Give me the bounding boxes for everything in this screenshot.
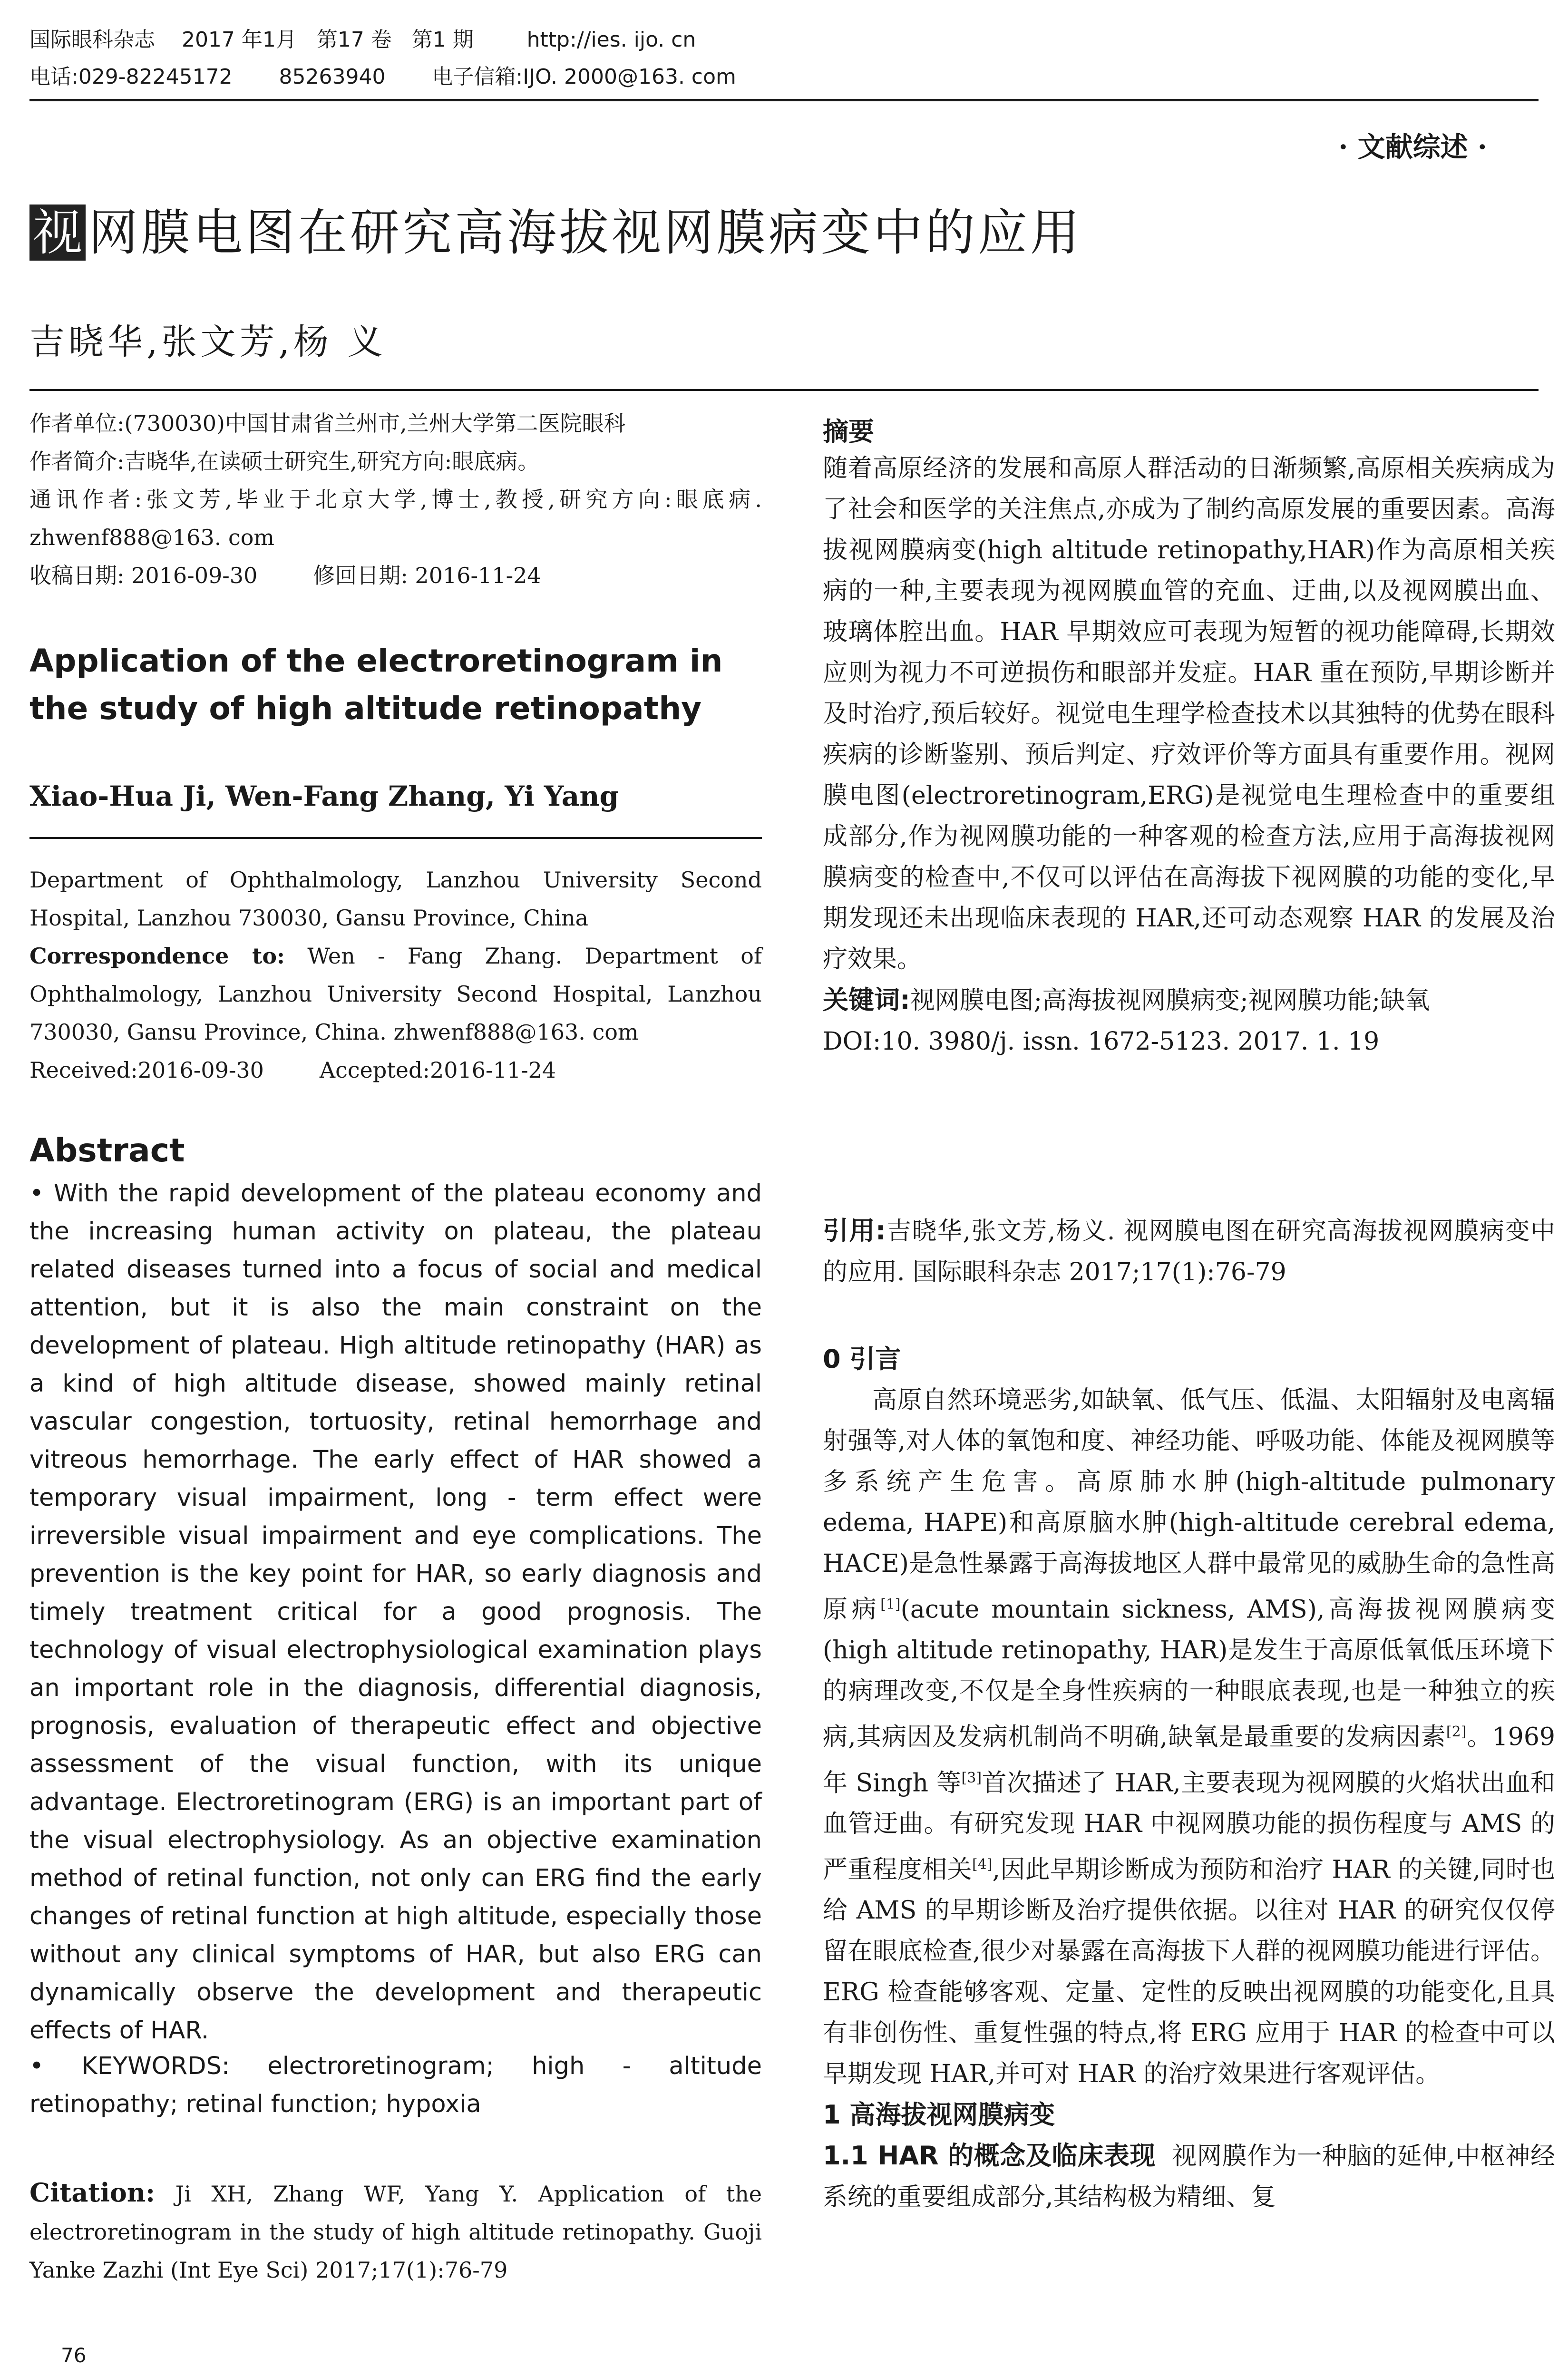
ref-4: [4] xyxy=(972,1856,993,1873)
citation-text-en: Ji XH, Zhang WF, Yang Y. Application of the electroretinogram in the study of high altitude retinopathy. Guoji Yanke Zazhi (Int Eye Sci) 2017;17(1):76-79 xyxy=(29,2181,762,2283)
sec0-paragraph xyxy=(823,1380,1555,2094)
sec0-text-b: (acute mountain sickness, AMS),高海拔视网膜病变(high altitude retinopathy, HAR)是发生于高原低氧低压环境下的病理改变,不仅是全身性疾病的一种眼底表现,也是一种独立的疾病,其病因及发病机制尚不明确,缺氧是最重要的发病因素 xyxy=(823,1595,1555,1752)
sec0-text-c: 。1969 年 Singh 等 xyxy=(823,1723,1556,1797)
sec0-heading: 0 引言 xyxy=(823,1344,901,1374)
english-affiliation-block xyxy=(29,861,762,1089)
ref-2: [2] xyxy=(1446,1724,1467,1741)
ref-1: [1] xyxy=(880,1596,901,1613)
abstract-heading-en: Abstract xyxy=(29,1132,185,1169)
author-info-cn xyxy=(29,404,762,594)
doi: DOI:10. 3980/j. issn. 1672-5123. 2017. 1. 19 xyxy=(823,1027,1380,1056)
citation-text-cn: 吉晓华,张文芳,杨义. 视网膜电图在研究高海拔视网膜病变中的应用. 国际眼科杂志 2017;17(1):76-79 xyxy=(823,1217,1555,1286)
journal-header-line-2: 电话:029-82245172 85263940 电子信箱:IJO. 2000@163. com xyxy=(29,65,736,89)
sec11-paragraph xyxy=(823,2135,1555,2218)
title-rule xyxy=(29,389,1539,391)
citation-en xyxy=(29,2173,762,2289)
sec11-heading: 1.1 HAR 的概念及临床表现 xyxy=(823,2141,1156,2171)
citation-label-en: Citation: xyxy=(29,2177,156,2208)
abstract-cn-block xyxy=(823,411,1555,1062)
header-rule xyxy=(29,99,1539,101)
correspondence-label: Correspondence to: xyxy=(29,943,285,969)
info-author-bio: 作者简介:吉晓华,在读硕士研究生,研究方向:眼底病。 xyxy=(29,448,540,474)
keywords-cn-label: 关键词: xyxy=(823,985,910,1015)
authors-cn: 吉晓华,张文芳,杨 义 xyxy=(29,321,387,362)
title-first-char: 视 xyxy=(29,205,86,261)
english-authors: Xiao-Hua Ji, Wen-Fang Zhang, Yi Yang xyxy=(29,780,619,812)
title-text: 网膜电图在研究高海拔视网膜病变中的应用 xyxy=(88,204,1083,262)
keywords-en: • KEYWORDS: electroretinogram; high - altitude retinopathy; retinal function; hypoxia xyxy=(29,2052,762,2118)
abstract-heading-cn: 摘要 xyxy=(823,417,874,447)
ref-3: [3] xyxy=(961,1769,982,1786)
sec0-text-d: 首次描述了 HAR,主要表现为视网膜的火焰状出血和血管迂曲。有研究发现 HAR 中视网膜功能的损伤程度与 AMS 的严重程度相关 xyxy=(823,1768,1555,1884)
section-tag: · 文献综述 · xyxy=(1338,131,1487,163)
keywords-cn-text: 视网膜电图;高海拔视网膜病变;视网膜功能;缺氧 xyxy=(910,986,1430,1015)
sec0-text-a: 高原自然环境恶劣,如缺氧、低气压、低温、太阳辐射及电离辐射强等,对人体的氧饱和度、神经功能、呼吸功能、体能及视网膜等多系统产生危害。高原肺水肿(high-altitude pulmonary edema, HAPE)和高原脑水肿(high-altitude cerebral edema, HACE)是急性暴露于高海拔地区人群中最常见的威胁生命的急性高原病 xyxy=(823,1386,1555,1624)
affiliation-en: Department of Ophthalmology, Lanzhou University Second Hospital, Lanzhou 730030, Gansu Province, China xyxy=(29,867,762,931)
sec11-text: 视网膜作为一种脑的延伸,中枢神经系统的重要组成部分,其结构极为精细、复 xyxy=(823,2142,1555,2212)
citation-cn xyxy=(823,1210,1555,1293)
info-corresponding: 通讯作者:张文芳,毕业于北京大学,博士,教授,研究方向:眼底病. zhwenf888@163. com xyxy=(29,487,762,550)
citation-label-cn: 引用: xyxy=(823,1216,886,1246)
keywords-cn xyxy=(823,980,1555,1021)
sec0-text-e: ,因此早期诊断成为预防和治疗 HAR 的关键,同时也给 AMS 的早期诊断及治疗提供依据。以往对 HAR 的研究仅仅停留在眼底检查,很少对暴露在高海拔下人群的视网膜功能进行评估。ERG 检查能够客观、定量、定性的反映出视网膜的功能变化,且具有非创伤性、重复性强的特点,将 ERG 应用于 HAR 的检查中可以早期发现 HAR,并可对 HAR 的治疗效果进行客观评估。 xyxy=(823,1855,1555,2089)
info-dates: 收稿日期: 2016-09-30 修回日期: 2016-11-24 xyxy=(29,563,541,588)
abstract-body-en: • With the rapid development of the plateau economy and the increasing human activity on plateau, the plateau related diseases turned into a focus of social and medical attention, but it is also the main constraint on the development of plateau. High altitude retinopathy (HAR) as a kind of high altitude disease, showed mainly retinal vascular congestion, tortuosity, retinal hemorrhage and vitreous hemorrhage. The early effect of HAR showed a temporary visual impairment, long - term effect were irreversible visual impairment and eye complications. The prevention is the key point for HAR, so early diagnosis and timely treatment critical for a good prognosis. The technology of visual electrophysiological examination plays an important role in the diagnosis, differential diagnosis, prognosis, evaluation of therapeutic effect and objective assessment of the visual function, with its unique advantage. Electroretinogram (ERG) is an important part of the visual electrophysiology. As an objective examination method of retinal function, not only can ERG find the early changes of retinal function at high altitude, especially those without any clinical symptoms of HAR, but also ERG can dynamically observe the development and therapeutic effects of HAR. xyxy=(29,1179,762,2045)
received-en: Received:2016-09-30 Accepted:2016-11-24 xyxy=(29,1057,556,1083)
page-number: 76 xyxy=(61,2344,87,2367)
english-title: Application of the electroretinogram in the study of high altitude retinopathy xyxy=(29,643,723,727)
correspondence-text: Wen - Fang Zhang. Department of Ophthalmology, Lanzhou University Second Hospital, Lanzhou 730030, Gansu Province, China. zhwenf888@163. com xyxy=(29,943,762,1045)
english-authors-rule xyxy=(29,837,762,839)
info-affiliation: 作者单位:(730030)中国甘肃省兰州市,兰州大学第二医院眼科 xyxy=(29,410,626,436)
correspondence-en xyxy=(29,937,762,1051)
section-introduction xyxy=(823,1339,1555,2218)
abstract-body-cn: 随着高原经济的发展和高原人群活动的日渐频繁,高原相关疾病成为了社会和医学的关注焦点,亦成为了制约高原发展的重要因素。高海拔视网膜病变(high altitude retinopathy,HAR)作为高原相关疾病的一种,主要表现为视网膜血管的充血、迂曲,以及视网膜出血、玻璃体腔出血。HAR 早期效应可表现为短暂的视功能障碍,长期效应则为视力不可逆损伤和眼部并发症。HAR 重在预防,早期诊断并及时治疗,预后较好。视觉电生理学检查技术以其独特的优势在眼科疾病的诊断鉴别、预后判定、疗效评价等方面具有重要作用。视网膜电图(electroretinogram,ERG)是视觉电生理检查中的重要组成部分,作为视网膜功能的一种客观的检查方法,应用于高海拔视网膜病变的检查中,不仅可以评估在高海拔下视网膜的功能的变化,早期发现还未出现临床表现的 HAR,还可动态观察 HAR 的发展及治疗效果。 xyxy=(823,454,1555,974)
sec1-heading: 1 高海拔视网膜病变 xyxy=(823,2100,1055,2130)
journal-header-line-1: 国际眼科杂志 2017 年1月 第17 卷 第1 期 http://ies. ijo. cn xyxy=(29,28,696,52)
page-title xyxy=(29,205,1082,261)
